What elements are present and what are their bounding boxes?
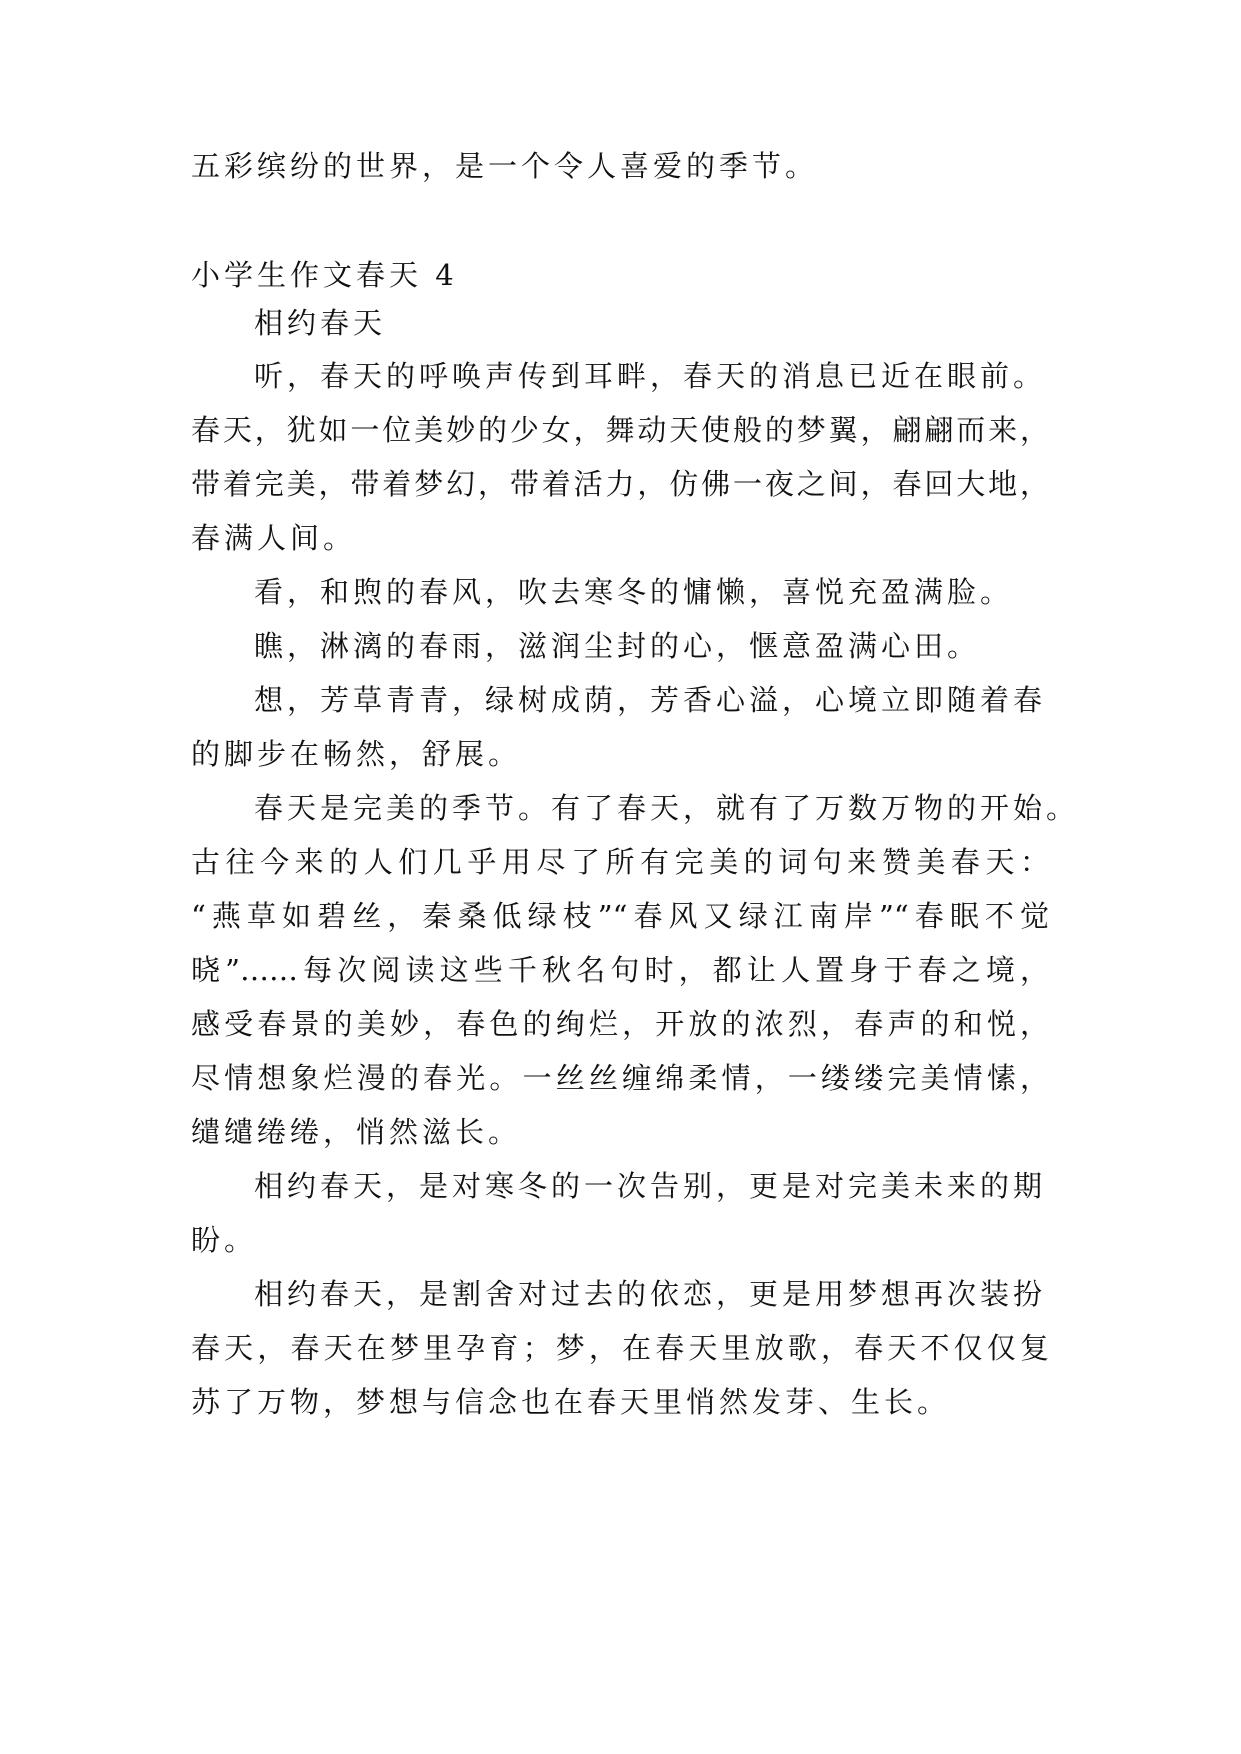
text-line: 相约春天，是割舍对过去的依恋，更是用梦想再次装扮	[254, 1277, 1047, 1311]
text-line: 想，芳草青青，绿树成荫，芳香心溢，心境立即随着春	[254, 683, 1047, 717]
text-line: 春天是完美的季节。有了春天，就有了万数万物的开始。	[254, 791, 1080, 825]
text-line: 春天，犹如一位美妙的少女，舞动天使般的梦翼，翩翩而来，	[191, 413, 1049, 447]
text-line: 尽情想象烂漫的春光。一丝丝缠绵柔情，一缕缕完美情愫，	[191, 1061, 1049, 1095]
essay-title: 相约春天	[254, 306, 387, 340]
document-page	[191, 0, 1080, 1754]
text-line: 春满人间。	[191, 521, 357, 555]
text-line: 瞧，淋漓的春雨，滋润尘封的心，惬意盈满心田。	[254, 629, 981, 663]
carry-over-line: 五彩缤纷的世界，是一个令人喜爱的季节。	[191, 149, 819, 183]
text-line: 听，春天的呼唤声传到耳畔，春天的消息已近在眼前。	[254, 359, 1047, 393]
text-line: 春天，春天在梦里孕育；梦，在春天里放歌，春天不仅仅复	[191, 1331, 1049, 1365]
text-line: 苏了万物，梦想与信念也在春天里悄然发芽、生长。	[191, 1385, 951, 1419]
text-line: 晓”……每次阅读这些千秋名句时，都让人置身于春之境，	[191, 953, 1049, 987]
text-line: 盼。	[191, 1223, 258, 1257]
text-line: 的脚步在畅然，舒展。	[191, 737, 522, 771]
text-line: 相约春天，是对寒冬的一次告别，更是对完美未来的期	[254, 1169, 1047, 1203]
text-line: 缱缱绻绻，悄然滋长。	[191, 1115, 522, 1149]
text-line: 看，和煦的春风，吹去寒冬的慵懒，喜悦充盈满脸。	[254, 575, 1014, 609]
text-line: 带着完美，带着梦幻，带着活力，仿佛一夜之间，春回大地，	[191, 467, 1049, 501]
text-line: 古往今来的人们几乎用尽了所有完美的词句来赞美春天：	[191, 845, 1049, 879]
text-line: 感受春景的美妙，春色的绚烂，开放的浓烈，春声的和悦，	[191, 1007, 1049, 1041]
section-heading: 小学生作文春天 4	[191, 258, 458, 292]
text-line: “燕草如碧丝，秦桑低绿枝”“春风又绿江南岸”“春眠不觉	[191, 899, 1049, 933]
